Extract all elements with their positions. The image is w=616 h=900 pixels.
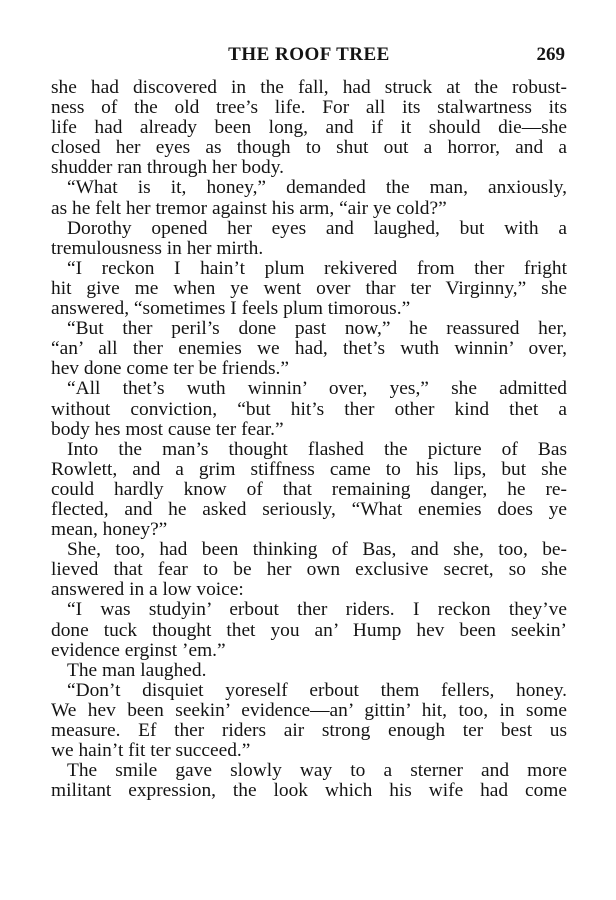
text-line: could hardly know of that remaining danger, he re- bbox=[51, 478, 567, 500]
text-line: “What is it, honey,” demanded the man, anxiously, bbox=[67, 177, 567, 199]
text-line: evidence erginst ’em.” bbox=[51, 639, 226, 661]
text-line: shudder ran through her body. bbox=[51, 157, 284, 179]
text-line: “an’ all ther enemies we had, thet’s wuth winnin’ over, bbox=[51, 338, 567, 360]
text-line: life had already been long, and if it should die—she bbox=[51, 117, 567, 139]
text-line: ness of the old tree’s life. For all its stalwartness its bbox=[51, 97, 567, 119]
page-number: 269 bbox=[536, 44, 565, 65]
text-line: done tuck thought thet you an’ Hump hev been seekin’ bbox=[51, 619, 567, 641]
text-line: militant expression, the look which his wife had come bbox=[51, 780, 567, 802]
text-line: as he felt her tremor against his arm, “air ye cold?” bbox=[51, 197, 447, 219]
text-line: answered, “sometimes I feels plum timorous.” bbox=[51, 298, 411, 320]
text-line: “But ther peril’s done past now,” he reassured her, bbox=[67, 318, 567, 340]
text-line: hit give me when ye went over thar ter Virginny,” she bbox=[51, 277, 567, 299]
text-line: The smile gave slowly way to a sterner and more bbox=[67, 760, 567, 782]
running-header bbox=[51, 44, 567, 78]
text-line: “I was studyin’ erbout ther riders. I reckon they’ve bbox=[67, 599, 567, 621]
book-page bbox=[51, 44, 567, 801]
text-line: “Don’t disquiet yoreself erbout them fellers, honey. bbox=[67, 679, 567, 701]
text-line: flected, and he asked seriously, “What enemies does ye bbox=[51, 498, 567, 520]
text-line: Dorothy opened her eyes and laughed, but with a bbox=[67, 217, 567, 239]
body-text bbox=[51, 78, 567, 801]
running-title: THE ROOF TREE bbox=[228, 44, 390, 65]
text-line: “All thet’s wuth winnin’ over, yes,” she admitted bbox=[67, 378, 567, 400]
text-line: closed her eyes as though to shut out a horror, and a bbox=[51, 137, 567, 159]
text-line: lieved that fear to be her own exclusive secret, so she bbox=[51, 559, 567, 581]
text-line: we hain’t fit ter succeed.” bbox=[51, 740, 251, 762]
text-line: measure. Ef ther riders air strong enough ter best us bbox=[51, 720, 567, 741]
text-line: she had discovered in the fall, had struck at the robust- bbox=[51, 77, 567, 98]
text-line: tremulousness in her mirth. bbox=[51, 237, 264, 259]
text-line: body hes most cause ter fear.” bbox=[51, 418, 284, 440]
text-line: Into the man’s thought flashed the picture of Bas bbox=[67, 438, 567, 460]
text-line: We hev been seekin’ evidence—an’ gittin’ hit, too, in some bbox=[51, 699, 567, 721]
text-line: The man laughed. bbox=[67, 659, 207, 681]
text-line: mean, honey?” bbox=[51, 519, 168, 541]
text-line: answered in a low voice: bbox=[51, 579, 244, 601]
text-line: She, too, had been thinking of Bas, and she, too, be- bbox=[67, 539, 567, 561]
text-line: Rowlett, and a grim stiffness came to his lips, but she bbox=[51, 458, 567, 480]
text-line: “I reckon I hain’t plum rekivered from ther fright bbox=[67, 257, 567, 279]
text-line: hev done come ter be friends.” bbox=[51, 358, 289, 380]
text-line: without conviction, “but hit’s ther other kind thet a bbox=[51, 398, 567, 420]
